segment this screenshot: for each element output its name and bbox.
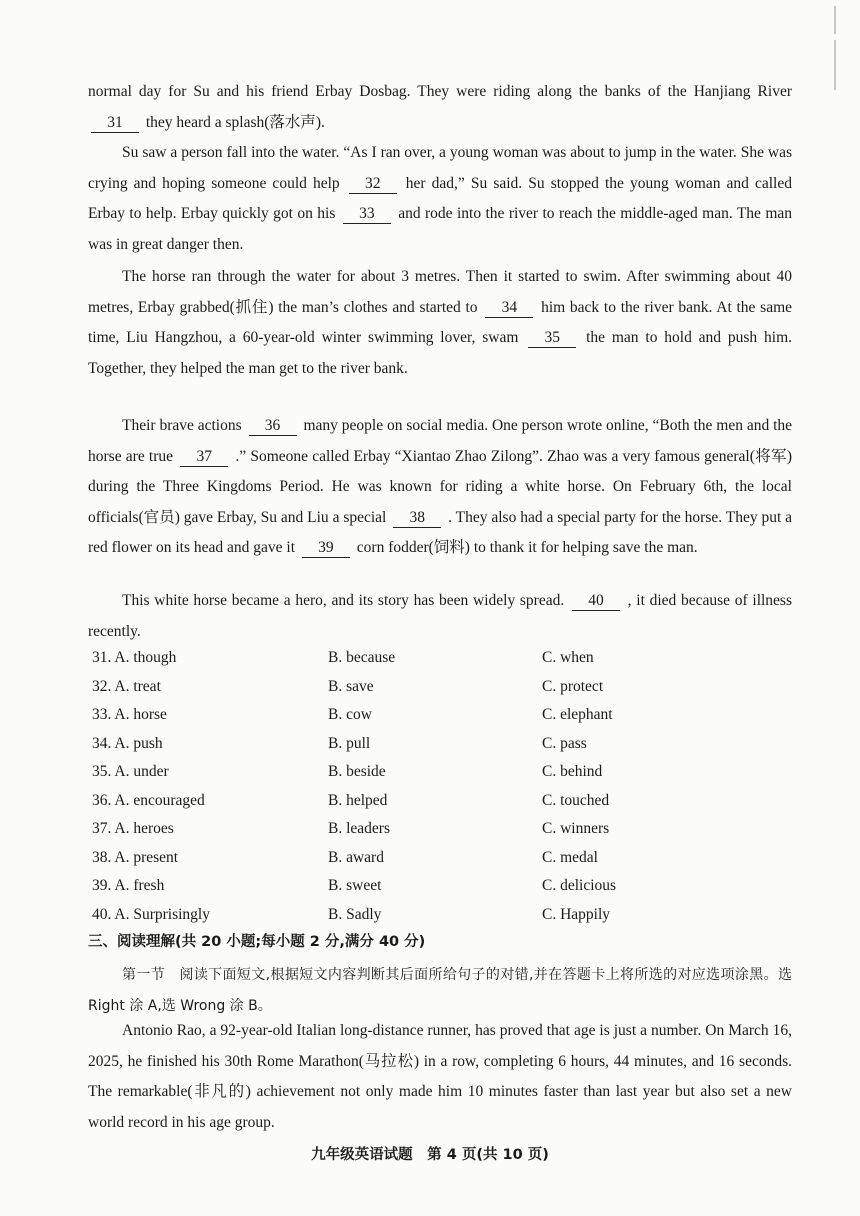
option-row [92, 872, 792, 901]
passage-paragraph-4: Their brave actions 36 many people on social media. One person wrote online, “Both the men and the horse are true 37 .” Someone called Erbay “Xiantao Zhao Zilong”. Zhao was a very famous general(将军) during the Three Kingdoms Period. He was known for riding a white horse. On February 6th, the local officials(官员) gave Erbay, Su and Liu a special 38 . They also had a special party for the horse. They put a red flower on its head and gave it 39 corn fodder(饲料) to thank it for helping save the man. [88, 417, 793, 556]
option-c: C. pass [542, 734, 587, 752]
passage-paragraph-5: This white horse became a hero, and its story has been widely spread. 40 , it died because of illness recently. [88, 592, 792, 640]
option-row [92, 730, 792, 759]
option-a: 32. A. treat [92, 677, 161, 695]
option-a: 36. A. encouraged [92, 791, 205, 809]
blank-34: 34 [485, 299, 533, 318]
option-row [92, 644, 792, 673]
option-b: B. because [328, 649, 396, 667]
option-b: B. helped [328, 791, 388, 809]
option-row [92, 901, 792, 930]
passage-paragraph-3: The horse ran through the water for about 3 metres. Then it started to swim. After swimming about 40 metres, Erbay grabbed(抓住) the man’s clothes and started to 34 him back to the river bank. At the same time, Liu Hangzhou, a 60-year-old winter swimming lover, swam 35 the man to hold and push him. Together, they helped the man get to the river bank. [88, 268, 793, 377]
option-a: 31. A. though [92, 649, 177, 667]
option-c: C. winners [542, 820, 610, 838]
blank-36: 36 [249, 417, 297, 436]
option-a: 39. A. fresh [92, 877, 165, 895]
option-b: B. cow [328, 706, 372, 724]
option-row [92, 787, 792, 816]
option-b: B. sweet [328, 877, 382, 895]
option-a: 34. A. push [92, 734, 163, 752]
blank-37: 37 [180, 448, 228, 467]
scan-edge-mark [834, 40, 836, 90]
option-a: 33. A. horse [92, 706, 167, 724]
option-row [92, 844, 792, 873]
option-b: B. beside [328, 763, 386, 781]
passage-paragraph-1: normal day for Su and his friend Erbay Dosbag. They were riding along the banks of the Hanjiang River 31 they heard a splash(落水声). [88, 83, 792, 131]
answer-options [92, 644, 792, 929]
option-row [92, 673, 792, 702]
option-row [92, 758, 792, 787]
option-b: B. Sadly [328, 905, 382, 923]
option-b: B. pull [328, 734, 371, 752]
blank-39: 39 [302, 539, 350, 558]
blank-32: 32 [349, 175, 397, 194]
section-instruction: 第一节 阅读下面短文,根据短文内容判断其后面所给句子的对错,并在答题卡上将所选的对应选项涂黑。选 Right 涂 A,选 Wrong 涂 B。 [88, 967, 792, 1014]
option-c: C. medal [542, 848, 598, 866]
option-c: C. Happily [542, 905, 611, 923]
option-row [92, 815, 792, 844]
option-b: B. leaders [328, 820, 390, 838]
option-c: C. elephant [542, 706, 613, 724]
option-c: C. touched [542, 791, 610, 809]
scan-edge-mark [834, 6, 836, 34]
option-row [92, 701, 792, 730]
blank-40: 40 [572, 592, 620, 611]
option-a: 35. A. under [92, 763, 169, 781]
option-c: C. when [542, 649, 594, 667]
page-footer: 九年级英语试题 第 4 页(共 10 页) [311, 1147, 549, 1163]
option-b: B. award [328, 848, 384, 866]
option-c: C. behind [542, 763, 603, 781]
blank-38: 38 [393, 509, 441, 528]
reading-passage: Antonio Rao, a 92-year-old Italian long-distance runner, has proved that age is just a number. On March 16, 2025, he finished his 30th Rome Marathon(马拉松) in a row, completing 6 hours, 44 minutes, and 16 seconds. The remarkable(非凡的) achievement not only made him 10 minutes faster than last year but also set a new world record in his age group. [88, 1022, 792, 1131]
section-heading: 三、阅读理解(共 20 小题;每小题 2 分,满分 40 分) [88, 934, 426, 950]
option-a: 37. A. heroes [92, 820, 174, 838]
blank-31: 31 [91, 114, 139, 133]
option-a: 38. A. present [92, 848, 179, 866]
option-b: B. save [328, 677, 374, 695]
option-c: C. delicious [542, 877, 617, 895]
blank-35: 35 [528, 329, 576, 348]
blank-33: 33 [343, 205, 391, 224]
passage-paragraph-2: Su saw a person fall into the water. “As I ran over, a young woman was about to jump in the water. She was crying and hoping someone could help 32 her dad,” Su said. Su stopped the young woman and called Erbay to help. Erbay quickly got on his 33 and rode into the river to reach the middle-aged man. The man was in great danger then. [88, 144, 793, 253]
option-a: 40. A. Surprisingly [92, 905, 210, 923]
option-c: C. protect [542, 677, 604, 695]
